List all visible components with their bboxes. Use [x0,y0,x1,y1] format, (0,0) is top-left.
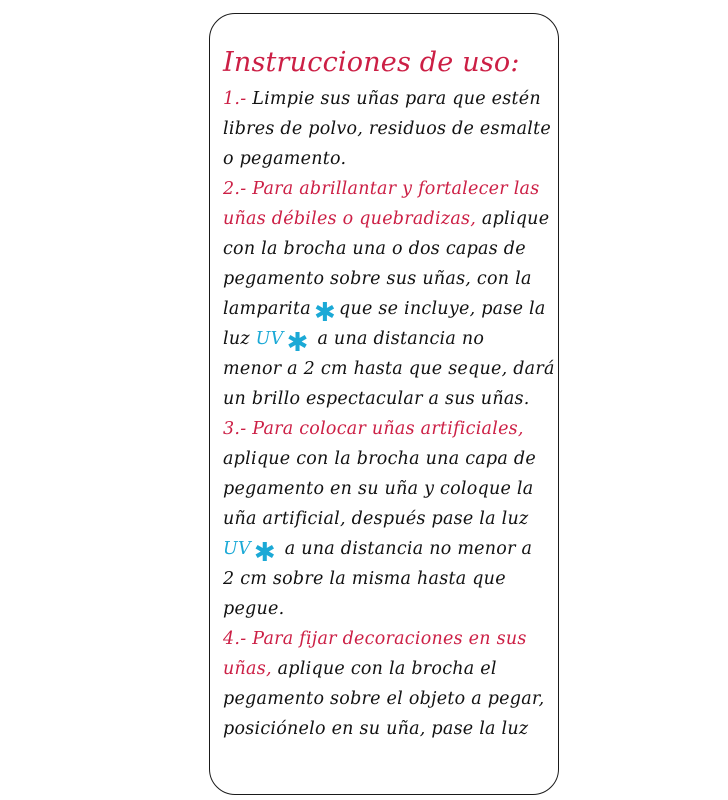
step2-line6-b: a una distancia no [317,329,485,349]
step3-heading: Para colocar uñas artificiales, [252,419,524,439]
instructions-title: Instrucciones de uso: [223,47,520,78]
step2-line2 [223,204,557,234]
step4-line4: posiciónelo en su uña, pase la luz [223,719,529,739]
step4-text: aplique con la brocha el [277,659,497,679]
step2-line8: un brillo espectacular a sus uñas. [223,389,530,409]
step4-heading-cont: uñas, [223,659,272,679]
step2-line5-a: lamparita [223,299,311,319]
step3-line5: UV ✱ a una distancia no menor a [223,538,533,568]
step3-line7: pegue. [223,599,285,619]
step2-line1 [223,174,557,204]
step2-line6: luz UV ✱ a una distancia no [223,328,485,358]
step2-heading-cont: uñas débiles o quebradizas, [223,209,477,229]
step2-line7: menor a 2 cm hasta que seque, dará [223,359,555,379]
step2-line5-b: que se incluye, pase la [339,299,546,319]
step2-heading: Para abrillantar y fortalecer las [252,179,540,199]
step4-line1 [223,624,557,654]
step3-line2: aplique con la brocha una capa de [223,449,536,469]
step3-line5-b: a una distancia no menor a [284,539,533,559]
step2-line6-a: luz [223,329,250,349]
step2-text: aplique [481,209,550,229]
step2-line3: con la brocha una o dos capas de [223,239,526,259]
step3-line1 [223,414,557,444]
step1-line1 [223,84,557,114]
step1-line2: libres de polvo, residuos de esmalte [223,119,551,139]
step4-number: 4.- [223,629,247,649]
step3-line3: pegamento en su uña y coloque la [223,479,534,499]
step1-number: 1.- [223,89,247,109]
step2-number: 2.- [223,179,247,199]
step3-number: 3.- [223,419,247,439]
step2-line5: lamparita ✱ que se incluye, pase la [223,298,546,328]
step4-heading: Para fijar decoraciones en sus [252,629,527,649]
step4-line2 [223,654,557,684]
step3-line4: uña artificial, después pase la luz [223,509,529,529]
uv-label: UV [223,539,251,559]
step2-line4: pegamento sobre sus uñas, con la [223,269,532,289]
step4-line3: pegamento sobre el objeto a pegar, [223,689,545,709]
step3-line6: 2 cm sobre la misma hasta que [223,569,506,589]
step1-text: Limpie sus uñas para que estén [252,89,541,109]
instructions-card [209,13,559,795]
instructions-content [223,48,557,744]
uv-label: UV [255,329,284,349]
step1-line3: o pegamento. [223,149,347,169]
